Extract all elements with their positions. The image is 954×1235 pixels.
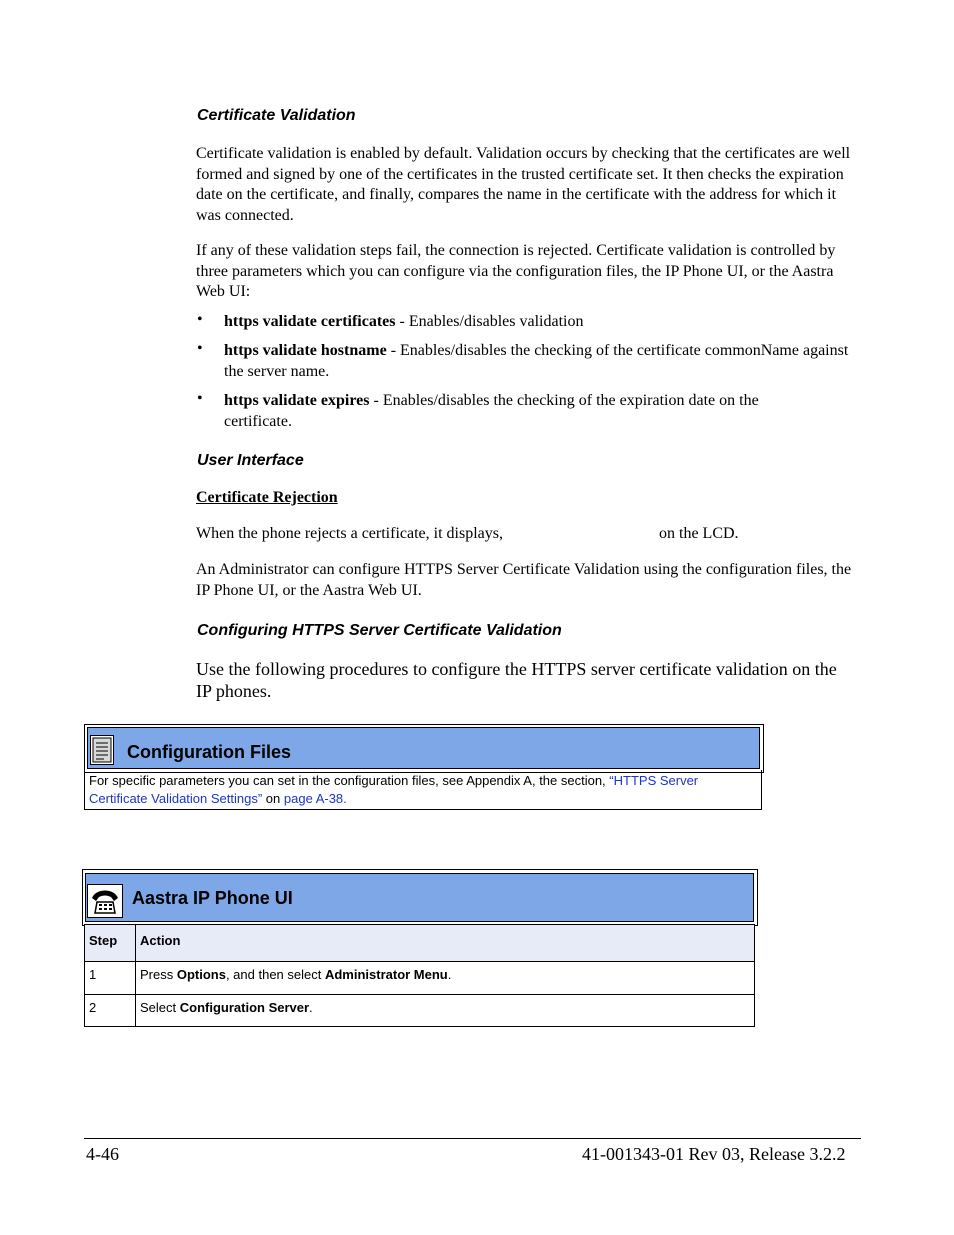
para-procedures: Use the following procedures to configure the HTTPS server certificate validation on the IP phones. <box>196 659 837 701</box>
para-administrator: An Administrator can configure HTTPS Server Certificate Validation using the configuration files, the IP Phone UI, or the Aastra Web UI. <box>196 561 852 599</box>
rejection-text-after: on the LCD. <box>659 525 739 542</box>
table-row: Select Configuration Server. <box>135 994 755 1027</box>
para-validation-default: Certificate validation is enabled by default. Validation occurs by checking that the certificates are well formed and signed by one of the certificates in the trusted certificate set. It then checks the expiration date on the certificate, and finally, compares the name in the certificate with the address for which it was connected. <box>196 145 851 224</box>
bullet-marker: • <box>197 390 203 407</box>
table-header-action: Action <box>135 924 755 962</box>
table-header-step: Step <box>84 924 136 962</box>
heading-configuring-https: Configuring HTTPS Server Certificate Validation <box>197 622 562 639</box>
link-https-settings[interactable]: “HTTPS Server Certificate Validation Settings” <box>89 773 699 806</box>
para-validation-fail: If any of these validation steps fail, the connection is rejected. Certificate validation is controlled by three parameters which you can configure via the configuration files, the IP Phone UI, or the Aastra Web UI: <box>196 242 836 300</box>
table-cell-step: 1 <box>84 961 136 995</box>
bullet-validate-certificates: https validate certificates - Enables/disables validation <box>224 313 584 330</box>
bullet-validate-expires: https validate expires - Enables/disables the checking of the expiration date on the certificate. <box>224 392 759 430</box>
heading-certificate-validation: Certificate Validation <box>197 107 356 124</box>
bullet-marker: • <box>197 340 203 357</box>
bullet-validate-hostname: https validate hostname - Enables/disables the checking of the certificate commonName against the server name. <box>224 342 849 380</box>
heading-user-interface: User Interface <box>197 452 304 469</box>
bullet-marker: • <box>197 311 203 328</box>
footer-page-number: 4-46 <box>86 1144 119 1164</box>
document-icon <box>90 735 114 770</box>
phone-icon <box>87 884 123 923</box>
table-row: Press Options, and then select Administrator Menu. <box>135 961 755 995</box>
config-files-text: For specific parameters you can set in the configuration files, see Appendix A, the section, “HTTPS Server Certificate Validation Settings” on page A-38. <box>89 773 699 806</box>
link-page-a38[interactable]: page A-38 <box>283 791 344 806</box>
footer-doc-id: 41-001343-01 Rev 03, Release 3.2.2 <box>582 1144 846 1164</box>
rejection-text-before: When the phone rejects a certificate, it displays, <box>196 525 503 542</box>
table-cell-step: 2 <box>84 994 136 1027</box>
phone-ui-title: Aastra IP Phone UI <box>132 888 293 908</box>
footer-rule <box>84 1138 861 1139</box>
subheading-certificate-rejection: Certificate Rejection <box>196 489 338 506</box>
config-files-title: Configuration Files <box>127 742 291 762</box>
